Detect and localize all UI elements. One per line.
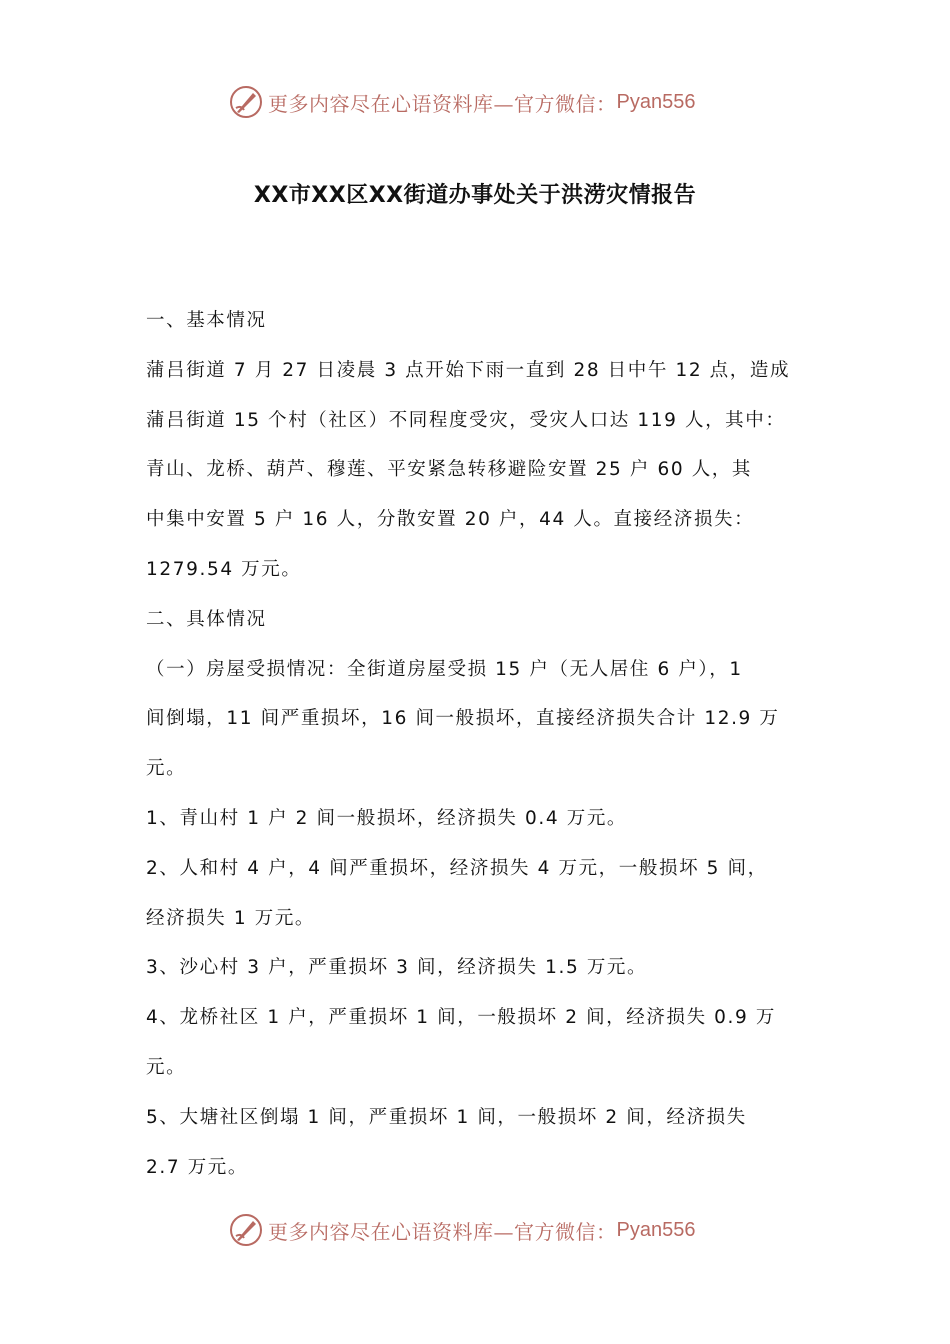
- footer-banner-text: 更多内容尽在心语资料库—官方微信：: [268, 1219, 617, 1244]
- body-line: 元。: [146, 758, 187, 780]
- body-line: 中集中安置 5 户 16 人，分散安置 20 户，44 人。直接经济损失：: [146, 509, 755, 531]
- body-line: 青山、龙桥、葫芦、穆莲、平安紧急转移避险安置 25 户 60 人，其: [146, 459, 753, 481]
- body-line: 1279.54 万元。: [146, 558, 302, 580]
- footer-banner: [228, 1210, 695, 1250]
- body-line: 蒲吕街道 7 月 27 日凌晨 3 点开始下雨一直到 28 日中午 12 点，造成: [146, 359, 791, 381]
- quill-pen-icon: [228, 1212, 264, 1248]
- list-item: 经济损失 1 万元。: [146, 907, 316, 929]
- section-heading-basic: 一、基本情况: [146, 310, 267, 331]
- body-line: 间倒塌，11 间严重损坏，16 间一般损坏，直接经济损失合计 12.9 万: [146, 708, 780, 730]
- document-title: XX市XX区XX街道办事处关于洪涝灾情报告: [253, 183, 697, 208]
- body-line: 蒲吕街道 15 个村（社区）不同程度受灾，受灾人口达 119 人，其中：: [146, 409, 786, 431]
- list-item: 5、大塘社区倒塌 1 间，严重损坏 1 间，一般损坏 2 间，经济损失: [146, 1106, 747, 1128]
- header-wechat-id: Pyan556: [616, 90, 696, 113]
- document-body: [146, 296, 816, 1192]
- list-item: 元。: [146, 1056, 187, 1078]
- header-banner-text: 更多内容尽在心语资料库—官方微信：: [268, 91, 617, 116]
- body-line: （一）房屋受损情况：全街道房屋受损 15 户（无人居住 6 户），1: [146, 658, 743, 680]
- list-item: 4、龙桥社区 1 户，严重损坏 1 间，一般损坏 2 间，经济损失 0.9 万: [146, 1007, 776, 1029]
- footer-wechat-id: Pyan556: [616, 1218, 696, 1241]
- section-heading-details: 二、具体情况: [146, 608, 267, 630]
- list-item: 2、人和村 4 户，4 间严重损坏，经济损失 4 万元，一般损坏 5 间，: [146, 857, 768, 879]
- header-banner: [228, 82, 695, 122]
- quill-pen-icon: [228, 84, 264, 120]
- list-item: 1、青山村 1 户 2 间一般损坏，经济损失 0.4 万元。: [146, 807, 628, 829]
- list-item: 3、沙心村 3 户，严重损坏 3 间，经济损失 1.5 万元。: [146, 957, 648, 979]
- list-item: 2.7 万元。: [146, 1156, 249, 1178]
